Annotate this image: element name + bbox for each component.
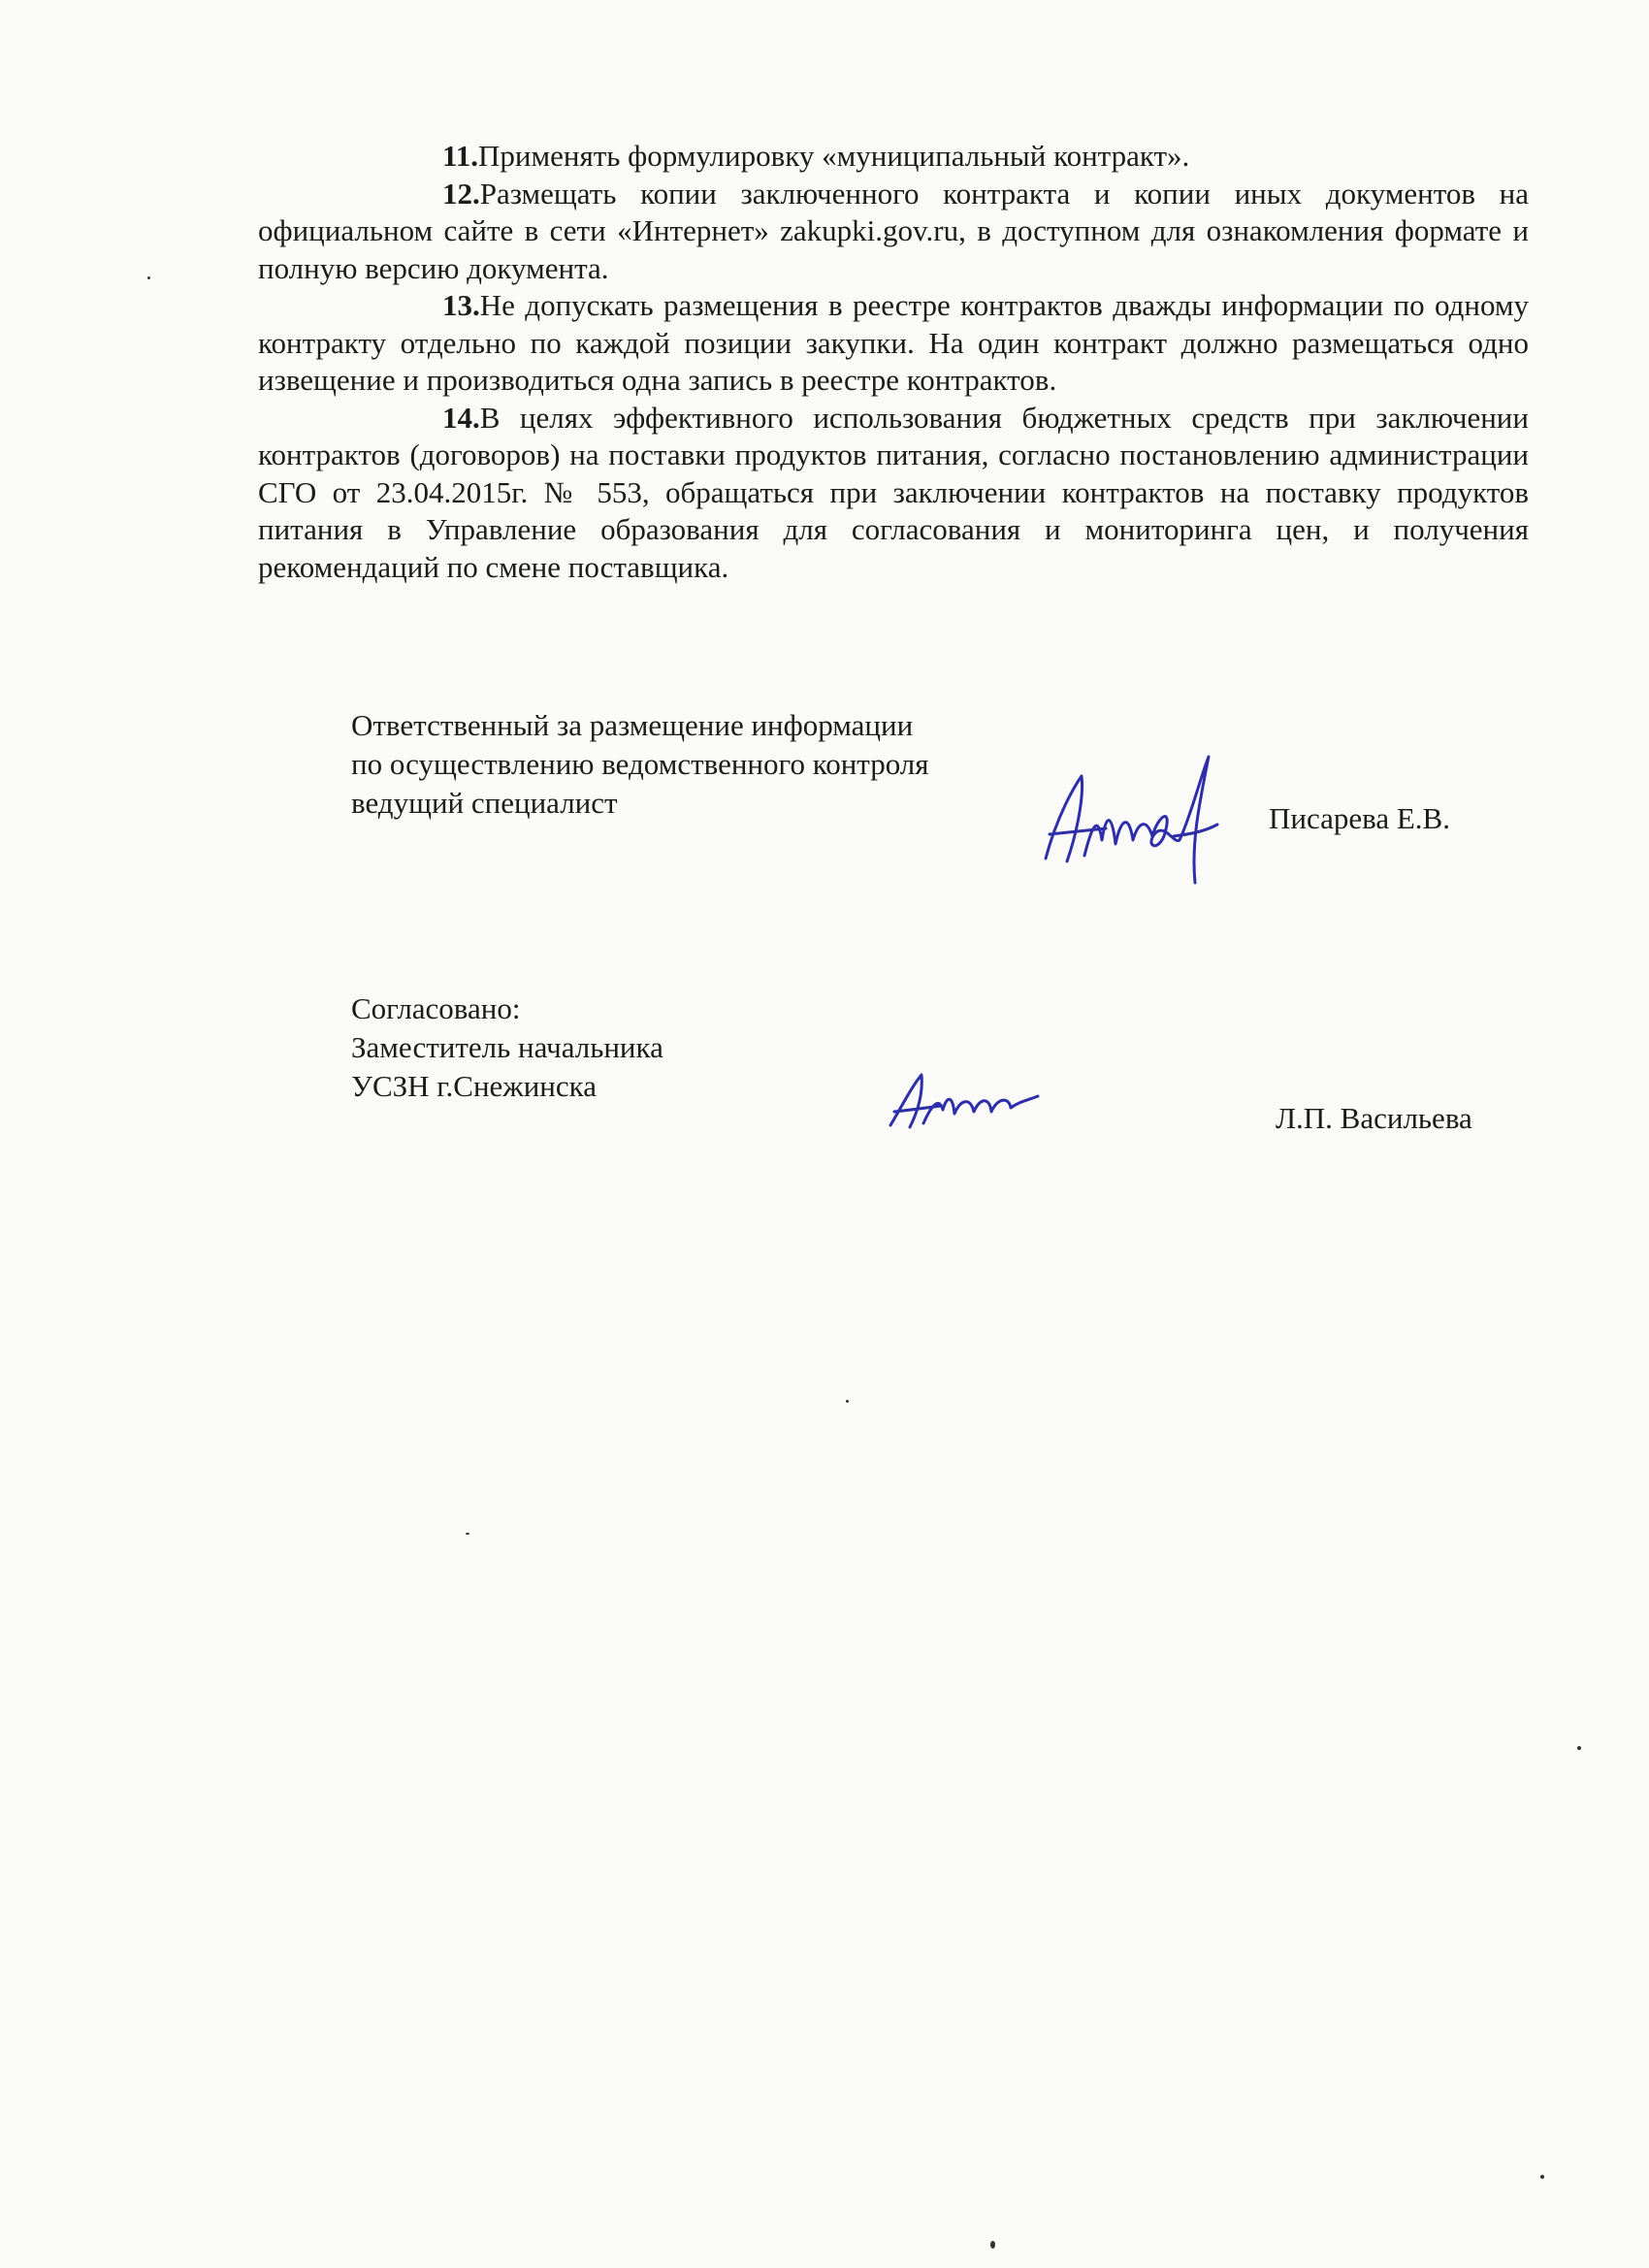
approval-name: Л.П. Васильева [1276, 1101, 1472, 1135]
responsible-block [351, 706, 929, 823]
item-number: 13. [442, 288, 480, 322]
item-13 [258, 287, 1529, 400]
scan-speck [1577, 1746, 1581, 1750]
approval-line-2: Заместитель начальника [351, 1030, 663, 1064]
item-number: 14. [442, 400, 480, 435]
scan-speck [1540, 2175, 1544, 2179]
scan-speck [990, 2241, 995, 2249]
scan-speck [147, 276, 150, 279]
scan-speck [466, 1533, 469, 1535]
item-text: Размещать копии заключенного контракта и копии иных документов на официальном сайте в сети «Интернет» zakupki.gov.ru, в доступном для ознакомления формате и полную версию документа. [258, 176, 1529, 285]
responsible-line-2: по осуществлению ведомственного контроля [351, 747, 929, 781]
item-number: 12. [442, 176, 480, 211]
numbered-items [258, 138, 1529, 586]
approval-line-1: Согласовано: [351, 991, 521, 1025]
signature-pisareva [1028, 747, 1232, 892]
item-11 [258, 138, 1529, 176]
approval-block [351, 989, 663, 1106]
responsible-line-1: Ответственный за размещение информации [351, 708, 914, 742]
item-text: Не допускать размещения в реестре контрактов дважды информации по одному контракту отдельно по каждой позиции закупки. На один контракт должно размещаться одно извещение и производиться одна запись в реестре контрактов. [258, 288, 1529, 397]
responsible-line-3: ведущий специалист [351, 786, 618, 820]
responsible-name: Писарева Е.В. [1269, 801, 1450, 835]
item-number: 11. [442, 139, 479, 173]
item-14 [258, 400, 1529, 587]
signature-vasilyeva [883, 1067, 1048, 1135]
item-text: В целях эффективного использования бюджетных средств при заключении контрактов (договоров) на поставки продуктов питания, согласно постановлению администрации СГО от 23.04.2015г. № 553, обращаться при заключении контрактов на поставку продуктов питания в Управление образования для согласования и мониторинга цен, и получения рекомендаций по смене поставщика. [258, 400, 1529, 584]
approval-line-3: УСЗН г.Снежинска [351, 1069, 597, 1103]
item-text: Применять формулировку «муниципальный контракт». [478, 139, 1190, 173]
scan-speck [846, 1400, 849, 1403]
item-12 [258, 176, 1529, 288]
